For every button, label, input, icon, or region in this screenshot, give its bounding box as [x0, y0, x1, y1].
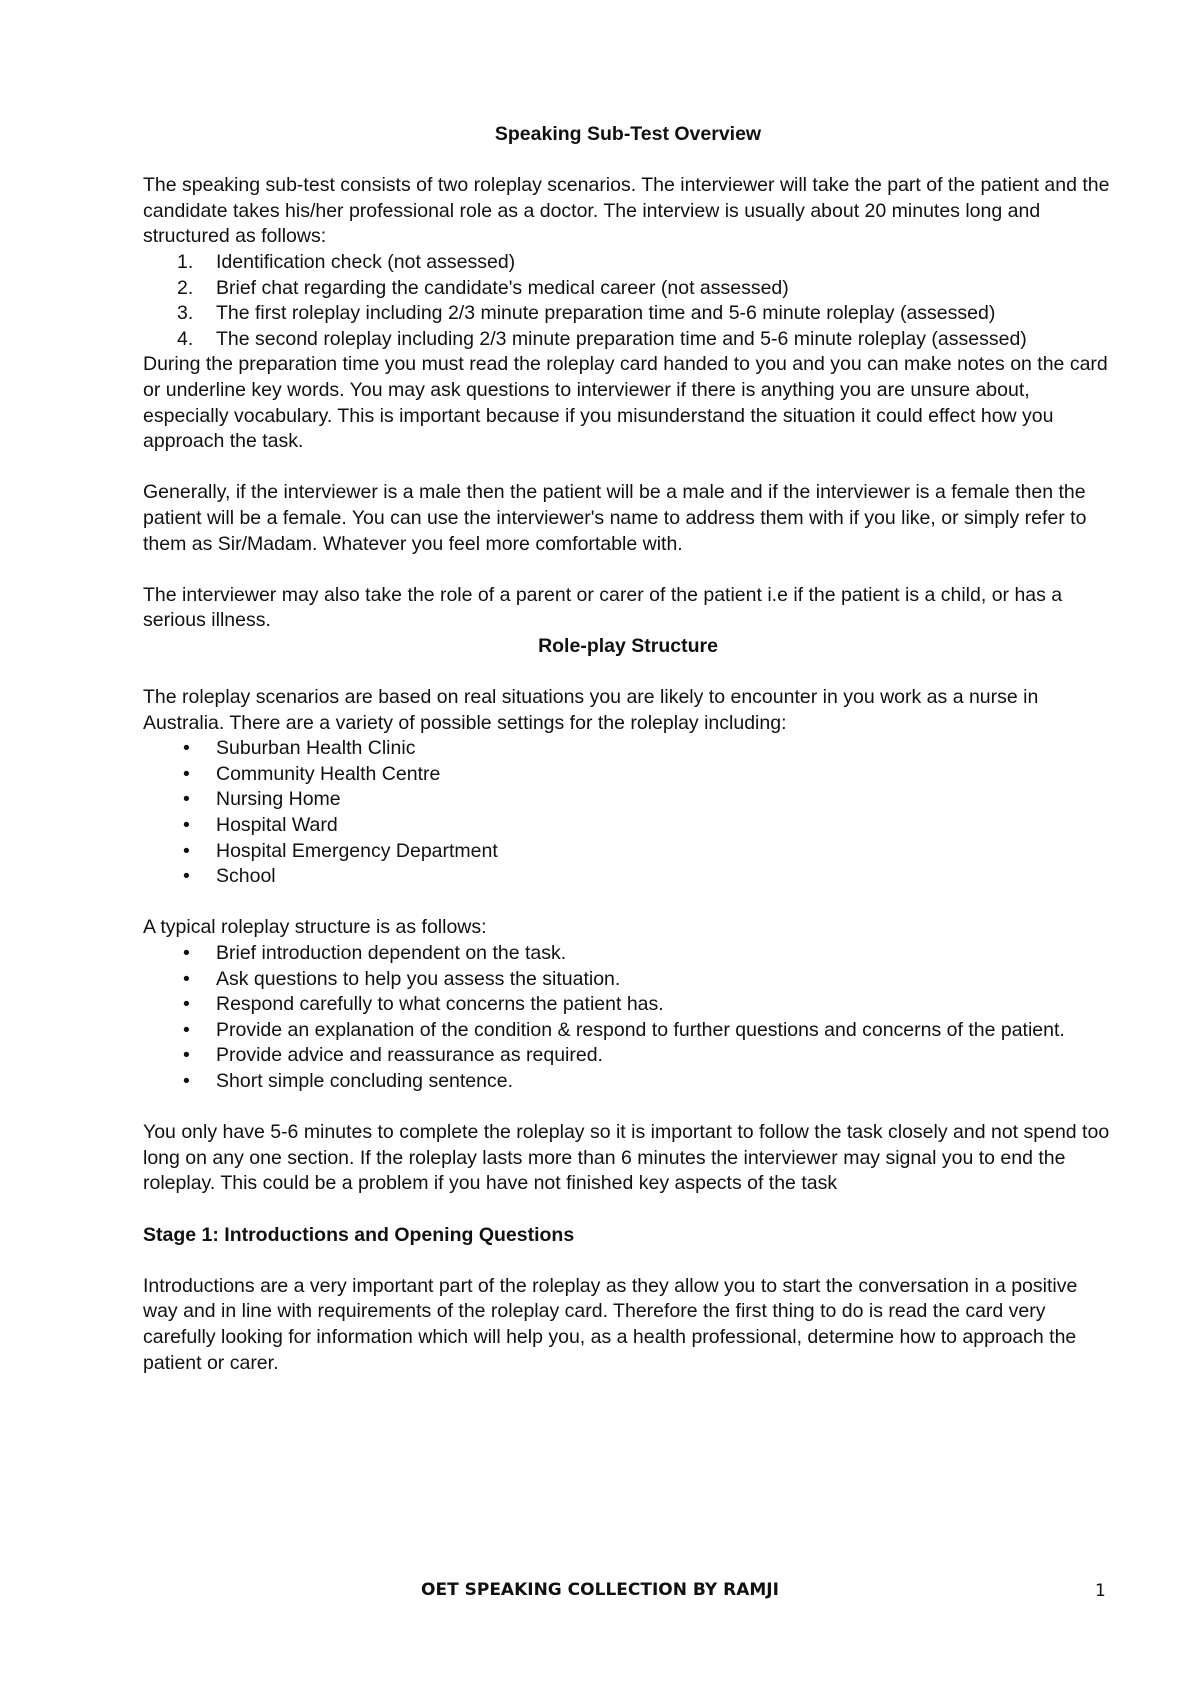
page-title: Speaking Sub-Test Overview — [494, 123, 762, 145]
settings-list — [143, 736, 1113, 890]
list-number: 3. — [177, 302, 194, 325]
list-item-text: The first roleplay including 2/3 minute preparation time and 5-6 minute roleplay (assessed) — [216, 302, 996, 325]
intro-paragraph: The speaking sub-test consists of two roleplay scenarios. The interviewer will take the part of the patient and the candidate takes his/her professional role as a doctor. The interview is usually about 20 minutes long and structured as follows: — [143, 174, 1110, 248]
list-item-text: Ask questions to help you assess the situation. — [216, 967, 621, 990]
bullet-icon: • — [183, 942, 190, 964]
list-item — [143, 736, 1113, 762]
steps-list — [143, 250, 1113, 352]
section-heading-roleplay: Role-play Structure — [538, 634, 718, 657]
list-item-text: Short simple concluding sentence. — [216, 1069, 514, 1092]
list-number: 1. — [177, 250, 194, 273]
list-item — [143, 992, 1113, 1018]
list-number: 4. — [177, 327, 194, 350]
settings-intro: The roleplay scenarios are based on real situations you are likely to encounter in you work as a nurse in Australia. There are a variety of possible settings for the roleplay including: — [143, 686, 1039, 734]
list-item-text: Identification check (not assessed) — [216, 250, 516, 273]
stage1-heading: Stage 1: Introductions and Opening Questions — [143, 1223, 575, 1246]
spacer — [143, 659, 1113, 685]
list-item — [143, 787, 1113, 813]
list-item-text: Hospital Ward — [216, 814, 338, 837]
bullet-icon: • — [183, 814, 190, 837]
list-item — [143, 813, 1113, 839]
list-item-text: Provide advice and reassurance as required. — [216, 1044, 603, 1067]
list-item — [143, 839, 1113, 865]
spacer — [143, 148, 1113, 174]
list-item-text: Nursing Home — [216, 788, 341, 811]
gender-paragraph: Generally, if the interviewer is a male then the patient will be a male and if the interviewer is a female then the patient will be a female. You can use the interviewer's name to address them with if you like, or simply refer to them as Sir/Madam. Whatever you feel more comfortable with. — [143, 481, 1087, 555]
list-item — [143, 301, 1113, 327]
list-item — [143, 864, 1113, 890]
structure-intro: A typical roleplay structure is as follows: — [143, 916, 487, 939]
bullet-icon: • — [183, 967, 190, 990]
document-page — [143, 122, 1113, 1376]
list-item — [143, 327, 1113, 353]
bullet-icon: • — [183, 762, 190, 785]
list-item-text: The second roleplay including 2/3 minute preparation time and 5-6 minute roleplay (assessed) — [216, 327, 1027, 350]
list-item-text: Brief chat regarding the candidate's medical career (not assessed) — [216, 276, 789, 299]
bullet-icon: • — [183, 993, 190, 1016]
list-item-text: Community Health Centre — [216, 762, 441, 785]
bullet-icon: • — [183, 865, 190, 888]
list-item — [143, 762, 1113, 788]
bullet-icon: • — [183, 1069, 190, 1092]
spacer — [143, 1248, 1113, 1274]
spacer — [143, 890, 1113, 916]
preparation-paragraph: During the preparation time you must read the roleplay card handed to you and you can make notes on the card or underline key words. You may ask questions to interviewer if there is anything you are unsure about, especially vocabulary. This is important because if you misunderstand the situation it could effect how you approach the task. — [143, 353, 1108, 453]
list-item-text: Respond carefully to what concerns the patient has. — [216, 993, 664, 1016]
list-item — [143, 941, 1113, 967]
time-paragraph: You only have 5-6 minutes to complete the roleplay so it is important to follow the task closely and not spend too long on any one section. If the roleplay lasts more than 6 minutes the interviewer may signal you to end the roleplay. This could be a problem if you have not finished key aspects of the task — [143, 1121, 1110, 1195]
list-item-text: Brief introduction dependent on the task. — [216, 942, 567, 964]
structure-list — [143, 941, 1113, 1095]
bullet-icon: • — [183, 1044, 190, 1067]
list-item — [143, 967, 1113, 993]
list-item-text: School — [216, 865, 276, 888]
list-item — [143, 1043, 1113, 1069]
list-item-text: Provide an explanation of the condition & respond to further questions and concerns of the patient. — [216, 1018, 1065, 1041]
page-number: 1 — [1095, 1581, 1106, 1601]
bullet-icon: • — [183, 1018, 190, 1041]
list-item-text: Suburban Health Clinic — [216, 737, 416, 760]
spacer — [143, 1095, 1113, 1121]
list-item — [143, 1069, 1113, 1095]
bullet-icon: • — [183, 788, 190, 811]
list-item — [143, 276, 1113, 302]
list-item — [143, 1018, 1113, 1044]
bullet-icon: • — [183, 737, 190, 760]
bullet-icon: • — [183, 839, 190, 862]
list-item-text: Hospital Emergency Department — [216, 839, 498, 862]
spacer — [143, 455, 1113, 481]
spacer — [143, 557, 1113, 583]
page-footer: OET SPEAKING COLLECTION BY RAMJI — [421, 1580, 779, 1600]
list-item — [143, 250, 1113, 276]
spacer — [143, 1197, 1113, 1223]
stage1-paragraph: Introductions are a very important part of the roleplay as they allow you to start the conversation in a positive way and in line with requirements of the roleplay card. Therefore the first thing to do is read the card very carefully looking for information which will help you, as a health professional, determine how to approach the patient or carer. — [143, 1274, 1078, 1374]
carer-paragraph: The interviewer may also take the role of a parent or carer of the patient i.e if the patient is a child, or has a serious illness. — [143, 583, 1063, 632]
list-number: 2. — [177, 276, 194, 299]
